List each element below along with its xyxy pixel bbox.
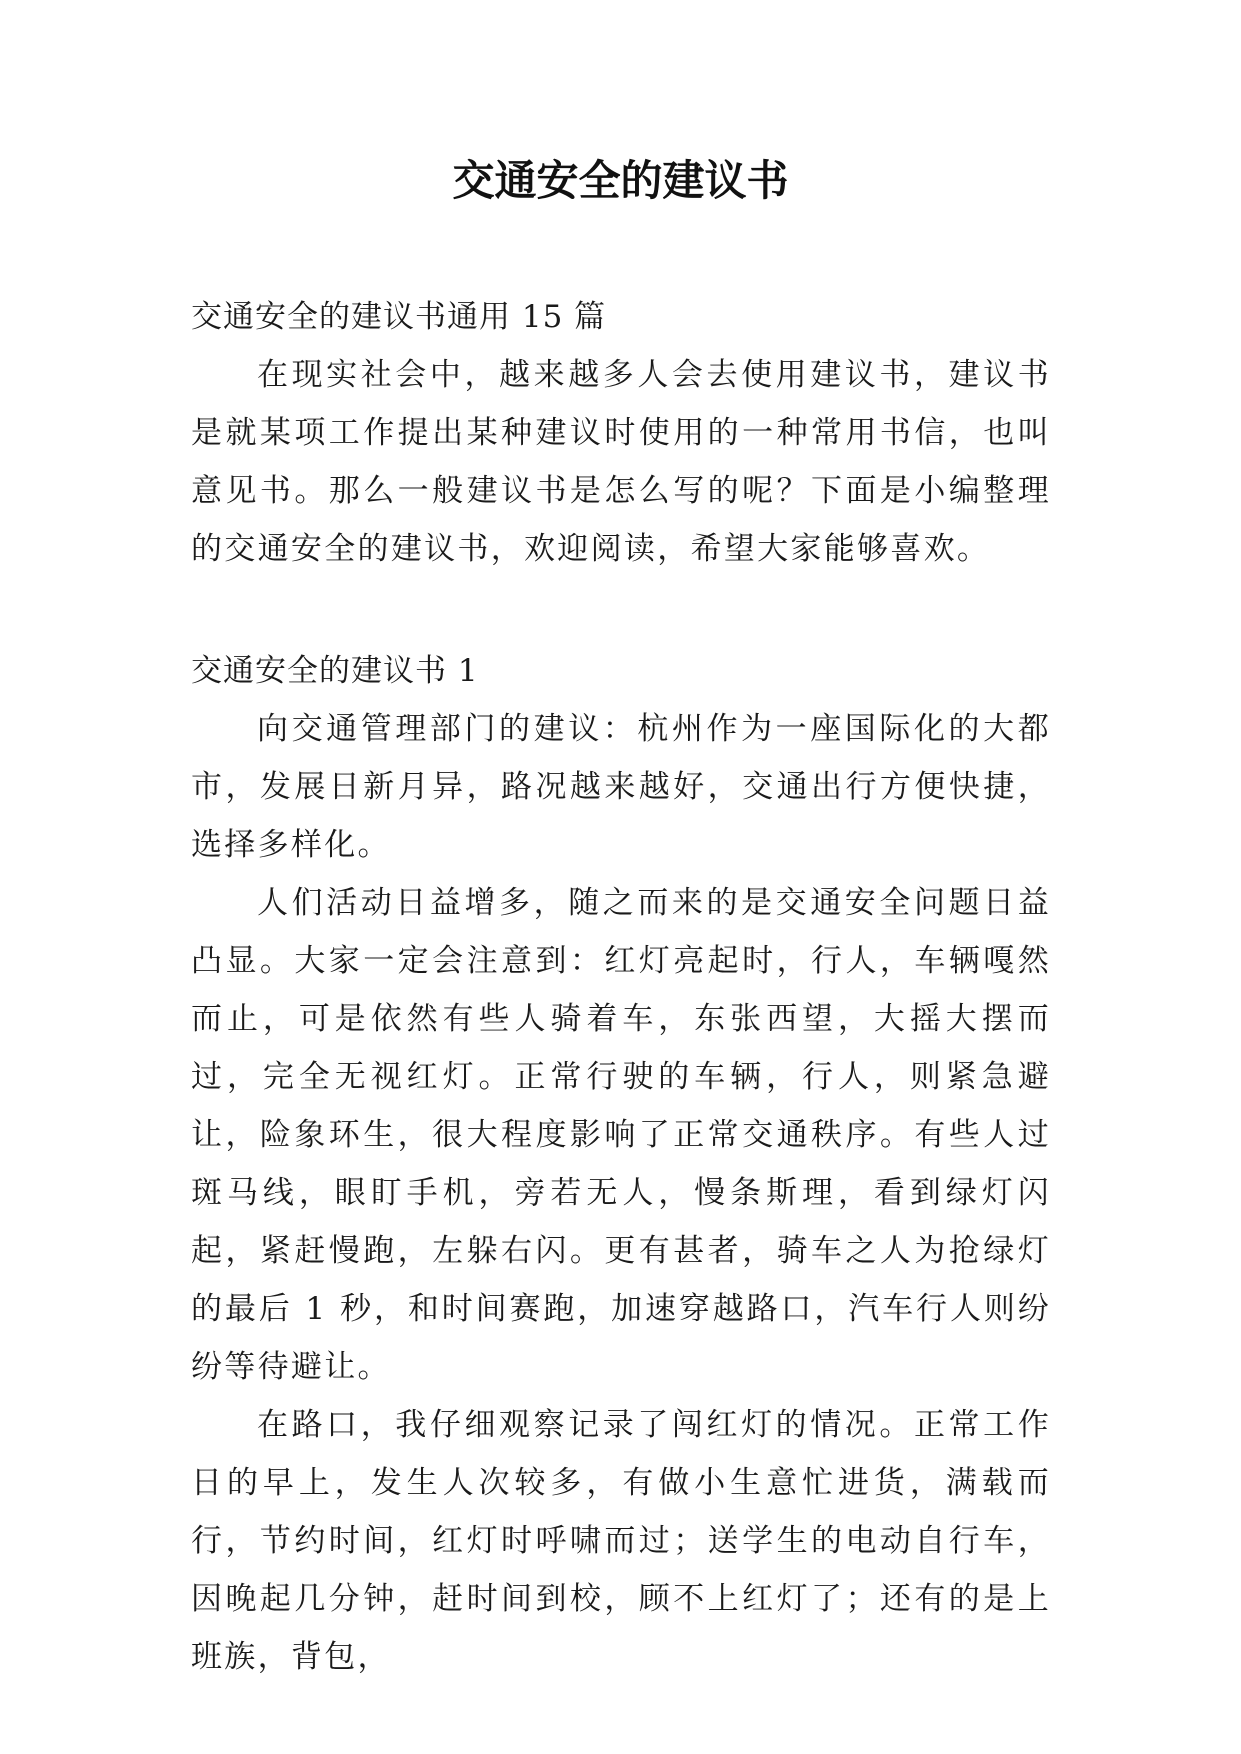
section-paragraph: 向交通管理部门的建议：杭州作为一座国际化的大都市，发展日新月异，路况越来越好，交通出行方便快捷，选择多样化。 [191, 711, 1051, 863]
intro-heading: 交通安全的建议书通用 15 篇 [191, 299, 607, 335]
document-body [191, 288, 1051, 1686]
section-heading: 交通安全的建议书 1 [191, 653, 479, 689]
section-spacer [191, 578, 1051, 642]
section-paragraph: 人们活动日益增多，随之而来的是交通安全问题日益凸显。大家一定会注意到：红灯亮起时，行人，车辆嘎然而止，可是依然有些人骑着车，东张西望，大摇大摆而过，完全无视红灯。正常行驶的车辆，行人，则紧急避让，险象环生，很大程度影响了正常交通秩序。有些人过斑马线，眼盯手机，旁若无人，慢条斯理，看到绿灯闪起，紧赶慢跑，左躲右闪。更有甚者，骑车之人为抢绿灯的最后 1 秒，和时间赛跑，加速穿越路口，汽车行人则纷纷等待避让。 [191, 885, 1051, 1385]
intro-paragraph: 在现实社会中，越来越多人会去使用建议书，建议书是就某项工作提出某种建议时使用的一种常用书信，也叫意见书。那么一般建议书是怎么写的呢？下面是小编整理的交通安全的建议书，欢迎阅读，希望大家能够喜欢。 [191, 357, 1051, 567]
document-title: 交通安全的建议书 [452, 156, 789, 205]
section-paragraph: 在路口，我仔细观察记录了闯红灯的情况。正常工作日的早上，发生人次较多，有做小生意忙进货，满载而行，节约时间，红灯时呼啸而过；送学生的电动自行车，因晚起几分钟，赶时间到校，顾不上红灯了；还有的是上班族，背包， [191, 1407, 1051, 1675]
